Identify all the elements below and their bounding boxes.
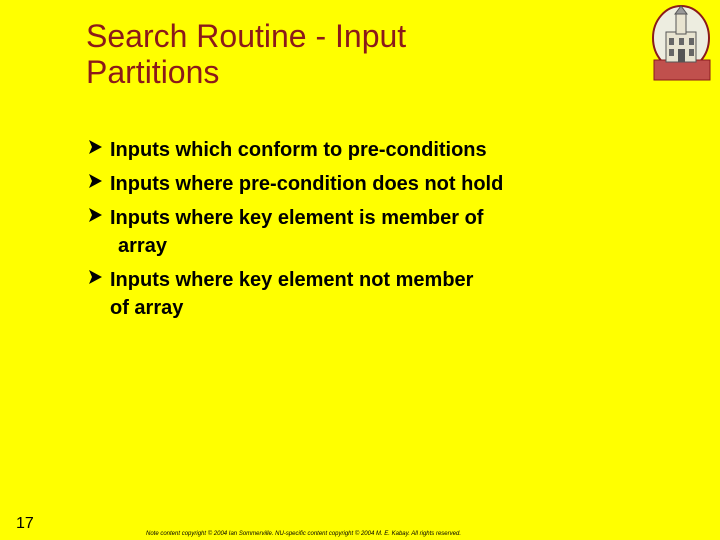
bullet-text: Inputs which conform to pre-conditions (110, 139, 487, 161)
bullet-item (88, 136, 648, 164)
building-tower-logo (646, 2, 716, 82)
bullet-text-continuation: array (118, 235, 167, 257)
bullet-list (88, 136, 648, 328)
arrowhead-bullet-icon (88, 170, 108, 198)
bullet-text: Inputs where key element not member (110, 269, 474, 291)
slide-number: 17 (16, 515, 34, 532)
bullet-item (88, 170, 648, 198)
bullet-text: Inputs where key element is member of (110, 207, 484, 229)
bullet-item (88, 266, 648, 322)
bullet-text: Inputs where pre-condition does not hold (110, 173, 504, 195)
arrowhead-bullet-icon (88, 204, 108, 232)
slide-title (86, 18, 406, 90)
copyright-footer: Note content copyright © 2004 Ian Sommerville. NU-specific content copyright © 2004 M. E. Kabay. All rights reserved. (146, 531, 461, 537)
arrowhead-bullet-icon (88, 136, 108, 164)
slide-title-line-2: Partitions (86, 54, 220, 90)
slide-title-line-1: Search Routine - Input (86, 18, 407, 54)
bullet-text-continuation: of array (110, 297, 184, 319)
bullet-item (88, 204, 648, 260)
arrowhead-bullet-icon (88, 266, 108, 294)
